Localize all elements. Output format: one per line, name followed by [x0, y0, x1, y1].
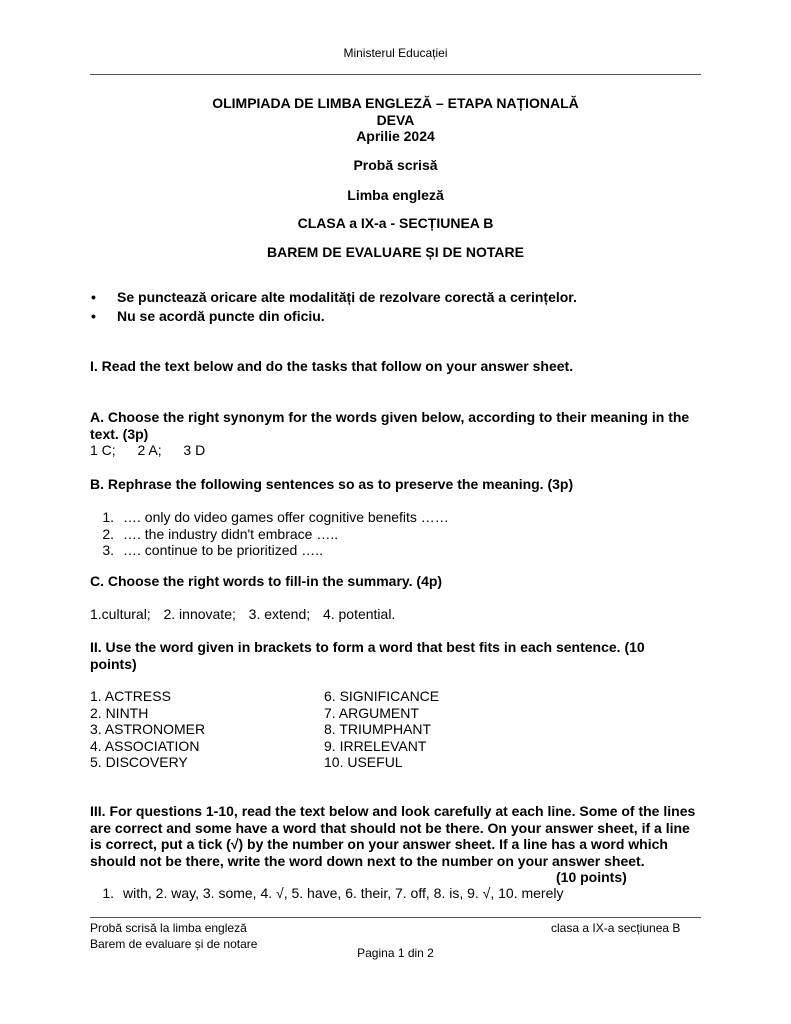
- part-b-item: 3. …. continue to be prioritized …..: [102, 542, 323, 558]
- part-a-answer: 3 D: [183, 442, 206, 458]
- section-1-heading: I. Read the text below and do the tasks that follow on your answer sheet.: [90, 358, 574, 374]
- word-formation-answer: 6. SIGNIFICANCE: [324, 688, 440, 704]
- part-b-heading: B. Rephrase the following sentences so as to preserve the meaning. (3p): [90, 476, 574, 492]
- section-3-answer-number: 1.: [102, 885, 114, 901]
- title-line-1: OLIMPIADA DE LIMBA ENGLEZĂ – ETAPA NAȚIONALĂ: [212, 95, 579, 111]
- word-formation-answer: 5. DISCOVERY: [90, 754, 188, 770]
- footer-left-line-1: Probă scrisă la limba engleză: [90, 921, 247, 935]
- page-number: Pagina 1 din 2: [357, 946, 434, 960]
- footer-right: clasa a IX-a secțiunea B: [551, 921, 681, 935]
- part-c-answers: [90, 606, 395, 623]
- note-item: • Se punctează oricare alte modalități de rezolvare corectă a cerințelor.: [90, 288, 701, 307]
- grading-notes: [90, 288, 701, 326]
- part-c-heading: C. Choose the right words to fill-in the summary. (4p): [90, 573, 443, 589]
- section-2-left-column: [90, 688, 205, 771]
- section-3-answer-text: with, 2. way, 3. some, 4. √, 5. have, 6. their, 7. off, 8. is, 9. √, 10. merely: [123, 885, 564, 901]
- section-2-heading: II. Use the word given in brackets to form a word that best fits in each sentence. (10 points): [90, 639, 645, 672]
- part-b-answers: [90, 509, 701, 559]
- section-3-points: (10 points): [556, 869, 627, 885]
- subtitle-barem: BAREM DE EVALUARE ȘI DE NOTARE: [267, 244, 524, 260]
- word-formation-answer: 8. TRIUMPHANT: [324, 721, 432, 737]
- section-3-heading: III. For questions 1-10, read the text below and look carefully at each line. Some of the lines are correct and some have a word that should not be there. On your answer sheet, if a line is correct, put a tick (√) by the number on your answer sheet. If a line has a word which should not be there, write the word down next to the number on your answer sheet.: [90, 803, 696, 869]
- header-divider: [90, 74, 701, 75]
- section-3-answers: [90, 885, 701, 902]
- word-formation-answer: 3. ASTRONOMER: [90, 721, 206, 737]
- title-line-3: Aprilie 2024: [356, 128, 435, 144]
- part-c-answer: 4. potential.: [322, 606, 396, 622]
- part-c-answer: 1.cultural;: [90, 606, 151, 622]
- part-c-answer: 2. innovate;: [163, 606, 236, 622]
- footer-left-line-2: Barem de evaluare și de notare: [90, 936, 258, 951]
- part-a-answers: [90, 442, 205, 459]
- note-item: • Nu se acordă puncte din oficiu.: [90, 307, 701, 326]
- part-c-answer: 3. extend;: [248, 606, 311, 622]
- document-title: [90, 95, 701, 145]
- subtitle-subject: Limba engleză: [347, 187, 444, 203]
- title-line-2: DEVA: [376, 111, 415, 128]
- part-a-answer: 2 A;: [137, 442, 162, 458]
- word-formation-answer: 2. NINTH: [90, 704, 149, 721]
- word-formation-answer: 7. ARGUMENT: [324, 704, 419, 721]
- subtitle-proba: Probă scrisă: [353, 157, 438, 173]
- part-a-heading: A. Choose the right synonym for the words given below, according to their meaning in the text. (3p): [90, 409, 690, 442]
- word-formation-answer: 9. IRRELEVANT: [324, 737, 427, 754]
- part-b-item: 2. …. the industry didn't embrace …..: [102, 525, 339, 542]
- part-a-answer: 1 C;: [90, 442, 116, 458]
- word-formation-answer: 1. ACTRESS: [90, 688, 171, 704]
- subtitle-class: CLASA a IX-a - SECȚIUNEA B: [297, 215, 494, 231]
- section-2-right-column: [324, 688, 439, 771]
- footer-divider: [90, 917, 701, 918]
- header-ministry: Ministerul Educației: [343, 46, 448, 60]
- part-b-item: 1. …. only do video games offer cognitive benefits ……: [102, 509, 449, 525]
- word-formation-answer: 10. USEFUL: [324, 754, 403, 770]
- word-formation-answer: 4. ASSOCIATION: [90, 737, 200, 754]
